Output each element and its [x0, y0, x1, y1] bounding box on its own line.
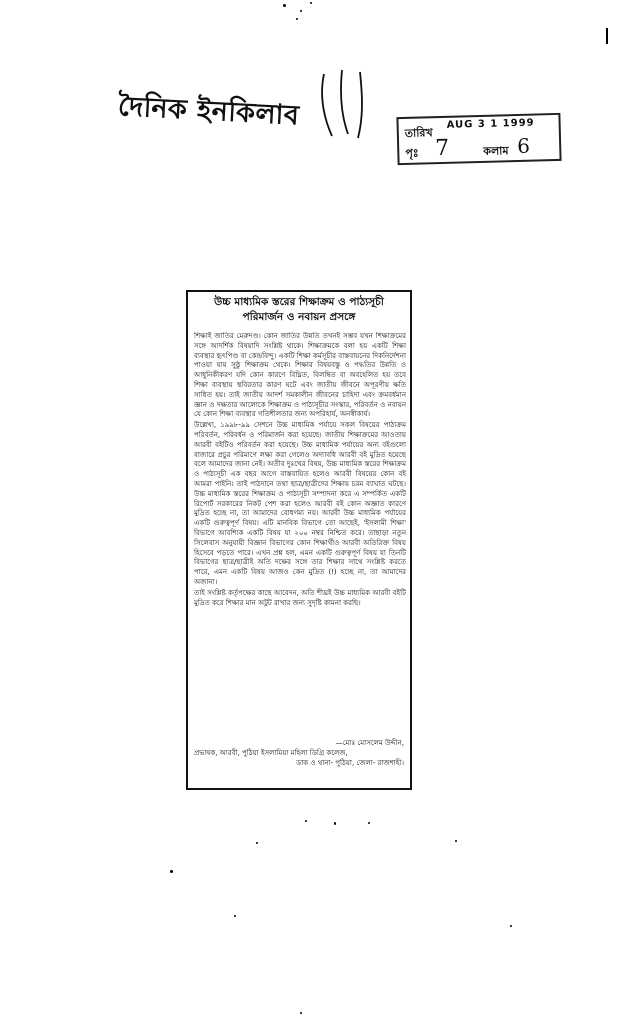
scan-speck [296, 18, 298, 20]
article-signature [194, 738, 404, 768]
scan-speck [334, 822, 336, 825]
article-title-line-2: পরিমার্জন ও নবায়ন প্রসঙ্গে [242, 311, 356, 323]
stamp-date-value: AUG 3 1 1999 [446, 117, 535, 131]
article-body [194, 332, 406, 730]
article-paragraph: শিক্ষাই জাতির মেরুদণ্ড। কোন জাতির উন্নতি তখনই সম্ভব যখন শিক্ষাক্রমের সঙ্গে আদর্শিক বিষয়াদি সংশ্লিষ্ট থাকে। শিক্ষাক্রমকে বলা হয় একটি শিক্ষা ব্যবস্থার হৃৎপিণ্ড বা কেন্দ্রবিন্দু। একটি শিক্ষা কর্মসূচীর বাস্তবায়নের দিকনির্দেশনা পাওয়া যায় সুষ্ঠু শিক্ষাক্রম থেকে। শিক্ষার বিষয়বস্তু ও পদ্ধতির উন্নতি ও আধুনিকীকরণ যদি কোন কারণে বিঘ্নিত, বিলম্বিত বা অবহেলিত হয় তবে শিক্ষা ব্যবস্থায় স্থবিরতার কারণ ঘটে এবং জাতীয় জীবনে অপূরণীয় ক্ষতি সাধিত হয়। তাই জাতীয় আদর্শ সমকালীন জীবনের চাহিদা এবং ক্রমবর্ধমান জ্ঞান ও দক্ষতার আলোকে শিক্ষাক্রম ও পাঠ্যসূচীর সংস্কার, পরিবর্তন ও নবায়ন যে কোন শিক্ষা ব্যবস্থার গতিশীলতার জন্য অপরিহার্য, অনস্বীকার্য। [194, 332, 406, 419]
stamp-page-value: 7 [434, 135, 450, 162]
stamp-page-label: পৃঃ [405, 146, 419, 160]
archive-stamp [396, 113, 561, 165]
scan-speck [234, 915, 236, 917]
scan-speck [300, 1012, 302, 1014]
scan-speck [256, 842, 258, 844]
article-paragraph: উল্লেখ্য, ১৯৯৮-৯৯ সেশনে উচ্চ মাধ্যমিক পর্যায়ে সকল বিষয়ের পাঠ্যক্রম পরিবর্তন, পরিবর্ধন ও পরিমার্জন করা হয়েছে। জাতীয় শিক্ষাক্রমের আওতায় আরবী বইটিও পরিবর্তন করা হয়েছে। উচ্চ মাধ্যমিক পর্যায়ের অন্য বইগুলো বাজারে প্রচুর পরিমাণে লক্ষ্য করা গেলেও অদ্যাবধি আরবী বই মুদ্রিত হয়েছে বলে আমাদের জানা নেই। অতীব দুঃখের বিষয়, উচ্চ মাধ্যমিক স্তরের শিক্ষাক্রম ও পাঠ্যসূচী এক বছর আগে বাস্তবায়িত হলেও আরবী বিষয়ের কোন বই আমরা পাইনি। তাই পাঠদানে তথা ছাত্র/ছাত্রীদের শিক্ষায় চরম ব্যাঘাত ঘটছে। উচ্চ মাধ্যমিক স্তরের শিক্ষাক্রম ও পাঠ্যসূচী সম্পাদনা করে এ সম্পর্কিত একটি রিপোর্ট সরকারের নিকট পেশ করা হলেও আরবী বই কোন অজ্ঞাত কারণে মুদ্রিত হচ্ছে না, তা আমাদের বোধগম্য নয়। আরবী উচ্চ মাধ্যমিক পর্যায়ের একটি গুরুত্বপূর্ণ বিষয়। এটি মানবিক বিভাগে তো আছেই, 'ইসলামী শিক্ষা' বিভাগে আবশ্যিক একটি বিষয় যা ২০০ নম্বর নিশ্চিত করে। তাছাড়া নতুন সিলেবাস অনুযায়ী বিজ্ঞান বিভাগের কোন শিক্ষার্থীও আরবী অতিরিক্ত বিষয় হিসেবে পড়তে পারে। এখন প্রশ্ন হল, এমন একটি গুরুত্বপূর্ণ বিষয় যা তিনটি বিভাগের ছাত্র/ছাত্রীই অতি দক্ষের সঙ্গে তার শিক্ষার সাথে সংশ্লিষ্ট করতে পারে, এমন একটি বিষয় আজও কেন মুদ্রিত (!) হচ্ছে না, তা আমাদের অজানা। [194, 421, 406, 586]
signature-designation: প্রভাষক, আরবী, পুঠিয়া ইসলামিয়া মহিলা ডিগ্রি কলেজ, [194, 749, 348, 757]
scan-speck [310, 2, 312, 4]
signature-name: —মোঃ মোসলেম উদ্দীন, [335, 739, 404, 747]
scan-speck [368, 822, 370, 824]
stamp-column-value: 6 [516, 133, 531, 158]
newspaper-masthead: দৈনিক ইনকিলাব [117, 91, 301, 132]
stamp-date-label: তারিখ [404, 126, 433, 140]
scan-speck [510, 925, 512, 927]
scan-speck [305, 820, 307, 822]
scan-speck [170, 870, 173, 873]
scan-edge-mark [606, 28, 608, 44]
newspaper-clipping [186, 290, 412, 790]
handwritten-marks [318, 66, 378, 142]
scan-speck [283, 4, 286, 7]
article-paragraph: তাই সংশ্লিষ্ট কর্তৃপক্ষের কাছে আবেদন, অতি শীঘ্রই উচ্চ মাধ্যমিক আরবী বইটি মুদ্রিত করে শিক্ষার মান অটুট রাখার জন্য সুদৃষ্টি কামনা করছি। [194, 588, 406, 607]
signature-address: ডাক ও থানা- পুঠিয়া, জেলা- রাজশাহী। [296, 759, 404, 767]
stamp-column-label: কলাম [483, 144, 509, 158]
scan-speck [300, 10, 302, 12]
article-title-line-1: উচ্চ মাধ্যমিক স্তরের শিক্ষাক্রম ও পাঠ্যসূচী [214, 296, 384, 308]
scan-speck [455, 840, 457, 842]
article-title [198, 295, 400, 325]
